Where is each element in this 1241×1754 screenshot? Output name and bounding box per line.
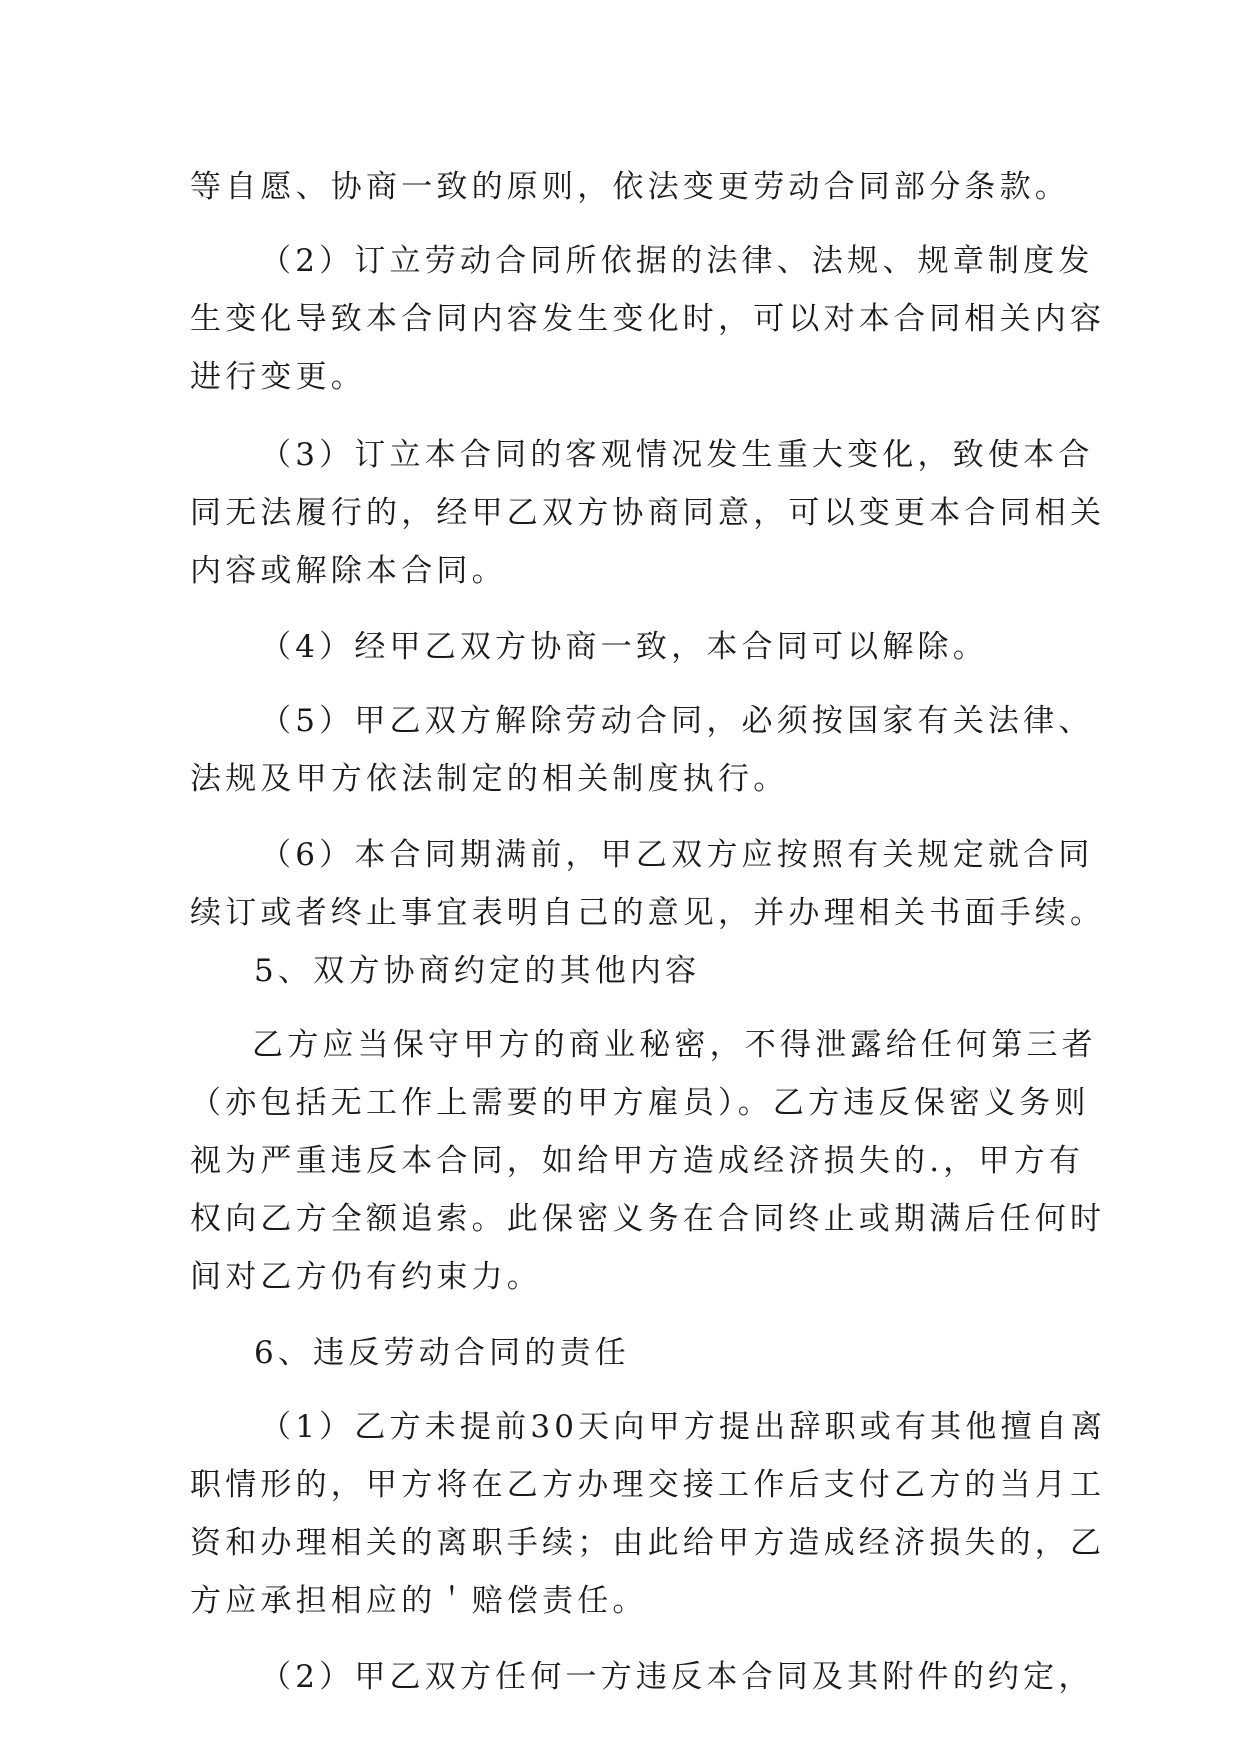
- text-line: 生变化导致本合同内容发生变化时，可以对本合同相关内容: [190, 301, 1106, 337]
- text-line: 进行变更。: [190, 359, 366, 395]
- text-line: 职情形的，甲方将在乙方办理交接工作后支付乙方的当月工: [190, 1467, 1106, 1503]
- text-line: 内容或解除本合同。: [190, 553, 507, 589]
- paragraph-line: 乙方应当保守甲方的商业秘密，不得泄露给任何第三者: [252, 1027, 1097, 1063]
- document-body: [190, 158, 1107, 1706]
- clause-line: （2）订立劳动合同所依据的法律、法规、规章制度发: [260, 243, 1094, 279]
- text-line: 等自愿、协商一致的原则，依法变更劳动合同部分条款。: [190, 169, 1070, 205]
- text-line: 资和办理相关的离职手续；由此给甲方造成经济损失的，乙: [190, 1525, 1106, 1561]
- clause-line: （4）经甲乙双方协商一致，本合同可以解除。: [260, 629, 988, 665]
- clause-line: （5）甲乙双方解除劳动合同，必须按国家有关法律、: [260, 703, 1094, 739]
- text-line: 视为严重违反本合同，如给甲方造成经济损失的.，甲方有: [190, 1143, 1085, 1179]
- section-heading: 6、违反劳动合同的责任: [254, 1335, 630, 1371]
- text-line: 同无法履行的，经甲乙双方协商同意，可以变更本合同相关: [190, 495, 1106, 531]
- clause-line: （6）本合同期满前，甲乙双方应按照有关规定就合同: [260, 837, 1094, 873]
- text-line: 间对乙方仍有约束力。: [190, 1259, 542, 1295]
- clause-line: （3）订立本合同的客观情况发生重大变化，致使本合: [260, 437, 1094, 473]
- text-line: 续订或者终止事宜表明自己的意见，并办理相关书面手续。: [190, 895, 1106, 931]
- section-heading: 5、双方协商约定的其他内容: [254, 953, 701, 989]
- text-line: （亦包括无工作上需要的甲方雇员）。乙方违反保密义务则: [190, 1085, 1090, 1121]
- text-line: 法规及甲方依法制定的相关制度执行。: [190, 761, 789, 797]
- text-line: 权向乙方全额追索。此保密义务在合同终止或期满后任何时: [190, 1201, 1106, 1237]
- clause-line: （1）乙方未提前30天向甲方提出辞职或有其他擅自离: [260, 1409, 1107, 1445]
- clause-line: （2）甲乙双方任何一方违反本合同及其附件的约定，: [260, 1659, 1094, 1695]
- text-line: 方应承担相应的＇赔偿责任。: [190, 1583, 648, 1619]
